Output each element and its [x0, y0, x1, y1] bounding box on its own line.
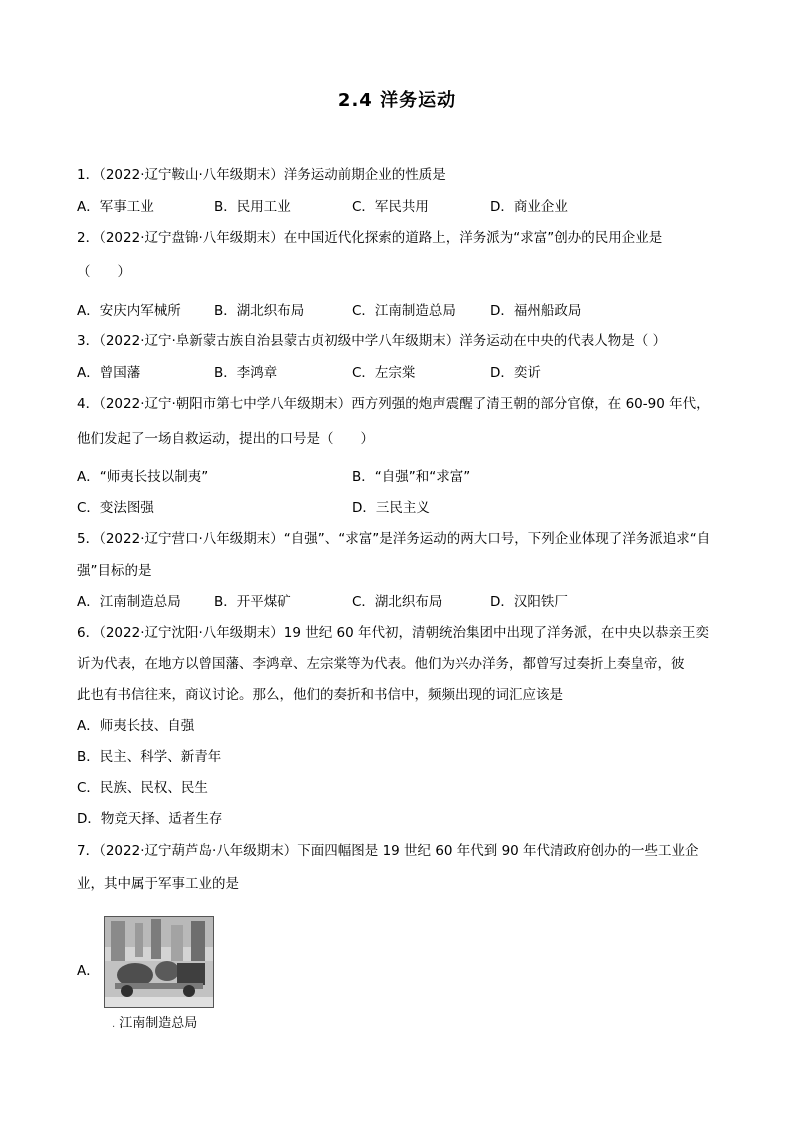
photo-caption: [112, 1012, 197, 1031]
question-6-option-d: D．物竞天择、适者生存: [77, 811, 223, 827]
question-2-stem-cont: （ ）: [77, 264, 131, 280]
question-2-option-c: C．江南制造总局: [352, 303, 456, 319]
question-3-option-c: C．左宗棠: [352, 365, 416, 381]
question-5-option-d: D．汉阳铁厂: [490, 594, 568, 610]
question-5-option-c: C．湖北织布局: [352, 594, 443, 610]
question-3-option-d: D．奕䜣: [490, 365, 541, 381]
question-6-stem: 6．（2022·辽宁沈阳·八年级期末）19 世纪 60 年代初，清朝统治集团中出现了洋务派，在中央以恭亲王奕: [77, 625, 710, 641]
question-4-option-d: D．三民主义: [352, 500, 430, 516]
question-4-option-b: B．“自强”和“求富”: [352, 469, 471, 485]
page-title: 2.4 洋务运动: [337, 90, 457, 111]
question-4-stem: 4．（2022·辽宁·朝阳市第七中学八年级期末）西方列强的炮声震醒了清王朝的部分官僚，在 60-90 年代，: [77, 396, 710, 412]
question-4-option-a: A．“师夷长技以制夷”: [77, 469, 209, 485]
question-5-stem: 5．（2022·辽宁营口·八年级期末）“自强”、“求富”是洋务运动的两大口号，下列企业体现了洋务派追求“自: [77, 531, 711, 547]
question-6-option-c: C．民族、民权、民生: [77, 780, 208, 796]
question-7-stem-cont: 业，其中属于军事工业的是: [77, 876, 239, 892]
question-2-option-a: A．安庆内军械所: [77, 303, 181, 319]
question-6-stem-cont-2: 此也有书信往来，商议讨论。那么，他们的奏折和书信中，频频出现的词汇应该是: [77, 687, 563, 703]
question-3-option-b: B．李鸿章: [214, 365, 278, 381]
question-1-option-d: D．商业企业: [490, 199, 568, 215]
question-1-stem: 1．（2022·辽宁鞍山·八年级期末）洋务运动前期企业的性质是: [77, 167, 446, 183]
factory-photo: [104, 916, 214, 1008]
question-4-stem-cont: 他们发起了一场自救运动，提出的口号是（ ）: [77, 431, 374, 447]
question-5-option-a: A．江南制造总局: [77, 594, 181, 610]
question-7-stem: 7．（2022·辽宁葫芦岛·八年级期末）下面四幅图是 19 世纪 60 年代到 90 年代清政府创办的一些工业企: [77, 843, 699, 859]
question-5-stem-cont: 强”目标的是: [77, 563, 152, 579]
caption-text: 江南制造总局: [119, 1016, 198, 1031]
question-1-option-b: B．民用工业: [214, 199, 291, 215]
question-3-option-a: A．曾国藩: [77, 365, 141, 381]
question-3-stem: 3．（2022·辽宁·阜新蒙古族自治县蒙古贞初级中学八年级期末）洋务运动在中央的代表人物是（ ）: [77, 333, 667, 349]
question-2-option-d: D．福州船政局: [490, 303, 582, 319]
question-6-option-b: B．民主、科学、新青年: [77, 749, 222, 765]
question-1-option-c: C．军民共用: [352, 199, 429, 215]
question-7-option-a: A．: [77, 963, 100, 979]
question-5-option-b: B．开平煤矿: [214, 594, 291, 610]
question-6-stem-cont-1: 䜣为代表，在地方以曾国藩、李鸿章、左宗棠等为代表。他们为兴办洋务，都曾写过奏折上奏皇帝，彼: [77, 656, 685, 672]
question-2-stem: 2．（2022·辽宁盘锦·八年级期末）在中国近代化探索的道路上，洋务派为“求富”创办的民用企业是: [77, 230, 663, 246]
caption-dot: .: [112, 1019, 116, 1030]
question-1-option-a: A．军事工业: [77, 199, 154, 215]
question-6-option-a: A．师夷长技、自强: [77, 718, 195, 734]
question-2-option-b: B．湖北织布局: [214, 303, 305, 319]
question-4-option-c: C．变法图强: [77, 500, 154, 516]
